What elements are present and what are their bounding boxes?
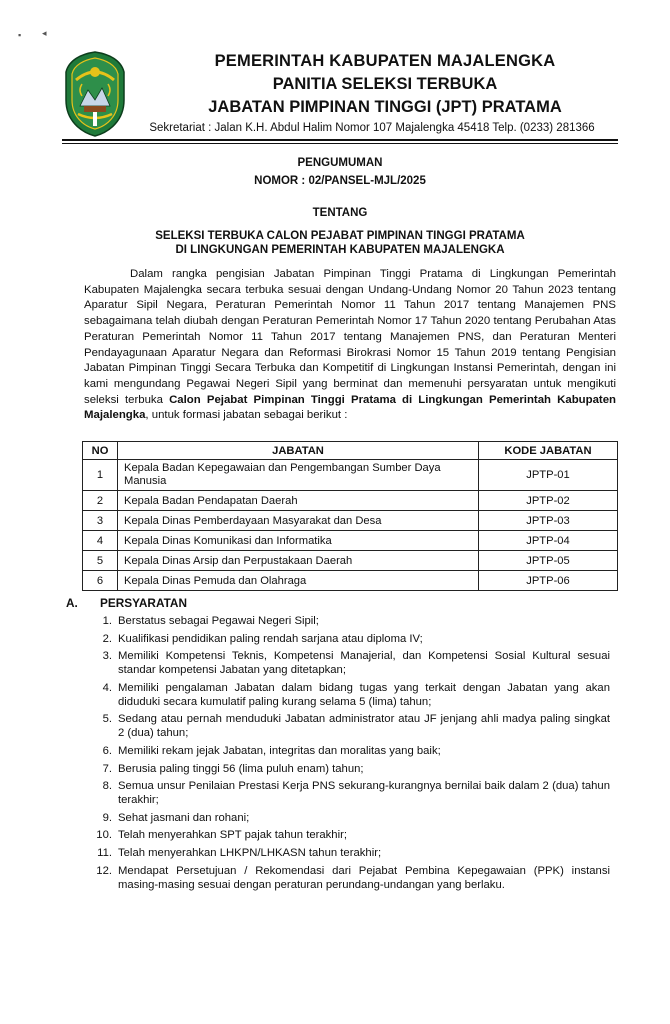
list-item bbox=[92, 864, 610, 892]
list-item bbox=[92, 762, 610, 776]
table-row bbox=[83, 551, 618, 571]
list-item bbox=[92, 712, 610, 740]
item-number: 8. bbox=[102, 780, 112, 793]
row-jabatan: Kepala Dinas Arsip dan Perpustakaan Daerah bbox=[118, 551, 479, 571]
secretariat-address: Sekretariat : Jalan K.H. Abdul Halim Nomor 107 Majalengka 45418 Telp. (0233) 281366 bbox=[149, 122, 595, 134]
org-name-line3: JABATAN PIMPINAN TINGGI (JPT) PRATAMA bbox=[208, 98, 562, 116]
row-jabatan: Kepala Dinas Komunikasi dan Informatika bbox=[118, 531, 479, 551]
row-no: 5 bbox=[83, 551, 118, 571]
table-row bbox=[83, 460, 618, 491]
item-number: 5. bbox=[102, 713, 112, 726]
letterhead-rule-thin bbox=[62, 143, 618, 144]
item-number: 10. bbox=[96, 829, 112, 842]
row-jabatan: Kepala Badan Pendapatan Daerah bbox=[118, 491, 479, 511]
list-item bbox=[92, 828, 610, 842]
list-item bbox=[92, 744, 610, 758]
row-no: 2 bbox=[83, 491, 118, 511]
list-item bbox=[92, 632, 610, 646]
row-no: 3 bbox=[83, 511, 118, 531]
item-number: 11. bbox=[97, 846, 112, 859]
section-a-heading bbox=[66, 596, 187, 610]
item-text: Semua unsur Penilaian Prestasi Kerja PNS sekurang-kurangnya bernilai baik dalam 2 (dua) tahun terakhir; bbox=[118, 780, 610, 807]
table-header-no: NO bbox=[83, 442, 118, 460]
row-kode: JPTP-02 bbox=[479, 491, 618, 511]
list-item bbox=[92, 811, 610, 825]
announcement-number: NOMOR : 02/PANSEL-MJL/2025 bbox=[254, 175, 426, 187]
row-jabatan: Kepala Badan Kepegawaian dan Pengembangan Sumber Daya Manusia bbox=[118, 460, 479, 491]
item-text: Berusia paling tinggi 56 (lima puluh enam) tahun; bbox=[118, 762, 364, 775]
intro-bold-text: Calon Pejabat Pimpinan Tinggi Pratama di Lingkungan Pemerintah Kabupaten Majalengka bbox=[84, 393, 616, 422]
item-text: Memiliki Kompetensi Teknis, Kompetensi Manajerial, dan Kompetensi Sosial Kultural sesuai standar kompetensi Jabatan yang ditetapkan; bbox=[118, 650, 610, 677]
list-item bbox=[92, 649, 610, 677]
item-number: 1. bbox=[102, 615, 112, 627]
item-number: 2. bbox=[102, 632, 112, 645]
section-title: PERSYARATAN bbox=[100, 596, 187, 610]
announcement-subject-line1: SELEKSI TERBUKA CALON PEJABAT PIMPINAN TINGGI PRATAMA bbox=[155, 230, 525, 242]
table-row bbox=[83, 571, 618, 591]
list-item bbox=[92, 614, 610, 628]
item-text: Sedang atau pernah menduduki Jabatan administrator atau JF jenjang ahli madya paling singkat 2 (dua) tahun; bbox=[118, 713, 610, 740]
table-row bbox=[83, 511, 618, 531]
item-text: Mendapat Persetujuan / Rekomendasi dari Pejabat Pembina Kepegawaian (PPK) instansi masing-masing sesuai dengan peraturan perundang-undangan yang berlaku. bbox=[118, 864, 610, 891]
letterhead-rule-thick bbox=[62, 139, 618, 141]
announcement-title: PENGUMUMAN bbox=[297, 157, 383, 169]
org-name-line2: PANITIA SELEKSI TERBUKA bbox=[272, 75, 498, 93]
item-text: Kualifikasi pendidikan paling rendah sarjana atau diploma IV; bbox=[118, 632, 423, 645]
row-kode: JPTP-06 bbox=[479, 571, 618, 591]
item-text: Telah menyerahkan LHKPN/LHKASN tahun terakhir; bbox=[118, 846, 382, 859]
list-item bbox=[92, 681, 610, 709]
row-jabatan: Kepala Dinas Pemberdayaan Masyarakat dan Desa bbox=[118, 511, 479, 531]
row-kode: JPTP-03 bbox=[479, 511, 618, 531]
table-row bbox=[83, 531, 618, 551]
item-number: 7. bbox=[102, 762, 112, 775]
intro-paragraph bbox=[84, 267, 616, 424]
intro-text: Dalam rangka pengisian Jabatan Pimpinan Tinggi Pratama di Lingkungan Pemerintah Kabupaten Majalengka secara terbuka sesuai dengan Undang-Undang Nomor 20 Tahun 2023 tentang Aparatur Sipil Negara, Peraturan Pemerintah Nomor 11 Tahun 2017 tentang Manajemen PNS sebagaimana telah diubah dengan Peraturan Pemerintah Nomor 17 Tahun 2020 tentang Perubahan Atas Peraturan Pemerintah Nomor 11 Tahun 2017 tentang Manajemen PNS, dan Peraturan Menteri Pendayagunaan Aparatur Negara dan Reformasi Birokrasi Nomor 15 Tahun 2019 tentang Pengisian Jabatan Pimpinan Tinggi Secara Terbuka dan Kompetitif di Lingkungan Instansi Pemerintah, dengan ini kami mengundang Pegawai Negeri Sipil yang berminat dan memenuhi persyaratan untuk mengikuti seleksi terbuka bbox=[84, 268, 616, 406]
item-number: 4. bbox=[102, 681, 112, 694]
item-text: Telah menyerahkan SPT pajak tahun terakhir; bbox=[118, 829, 347, 842]
scan-speck: ◂ bbox=[42, 28, 47, 38]
row-no: 6 bbox=[83, 571, 118, 591]
requirements-list bbox=[92, 614, 610, 895]
intro-tail-text: , untuk formasi jabatan sebagai berikut : bbox=[145, 409, 348, 422]
org-name-line1: PEMERINTAH KABUPATEN MAJALENGKA bbox=[214, 52, 556, 70]
majalengka-coat-of-arms-icon bbox=[64, 50, 126, 138]
announcement-subject-line2: DI LINGKUNGAN PEMERINTAH KABUPATEN MAJALENGKA bbox=[175, 244, 505, 256]
row-no: 1 bbox=[83, 460, 118, 491]
item-number: 6. bbox=[102, 744, 112, 757]
row-no: 4 bbox=[83, 531, 118, 551]
position-table bbox=[82, 441, 618, 591]
item-number: 12. bbox=[96, 864, 112, 877]
list-item bbox=[92, 779, 610, 807]
item-text: Memiliki pengalaman Jabatan dalam bidang tugas yang terkait dengan Jabatan yang akan diduduki secara kumulatif paling kurang selama 5 (lima) tahun; bbox=[118, 681, 610, 708]
list-item bbox=[92, 846, 610, 860]
table-header-jabatan: JABATAN bbox=[118, 442, 479, 460]
row-kode: JPTP-04 bbox=[479, 531, 618, 551]
row-kode: JPTP-05 bbox=[479, 551, 618, 571]
table-row bbox=[83, 491, 618, 511]
scan-speck: ▪ bbox=[18, 30, 22, 40]
table-header-kode: KODE JABATAN bbox=[479, 442, 618, 460]
row-jabatan: Kepala Dinas Pemuda dan Olahraga bbox=[118, 571, 479, 591]
announcement-about: TENTANG bbox=[312, 207, 368, 219]
item-text: Memiliki rekam jejak Jabatan, integritas dan moralitas yang baik; bbox=[118, 744, 441, 757]
row-kode: JPTP-01 bbox=[479, 460, 618, 491]
item-text: Berstatus sebagai Pegawai Negeri Sipil; bbox=[118, 615, 319, 627]
item-number: 9. bbox=[102, 811, 112, 824]
item-text: Sehat jasmani dan rohani; bbox=[118, 811, 250, 824]
section-letter: A. bbox=[66, 596, 78, 610]
item-number: 3. bbox=[102, 650, 112, 663]
